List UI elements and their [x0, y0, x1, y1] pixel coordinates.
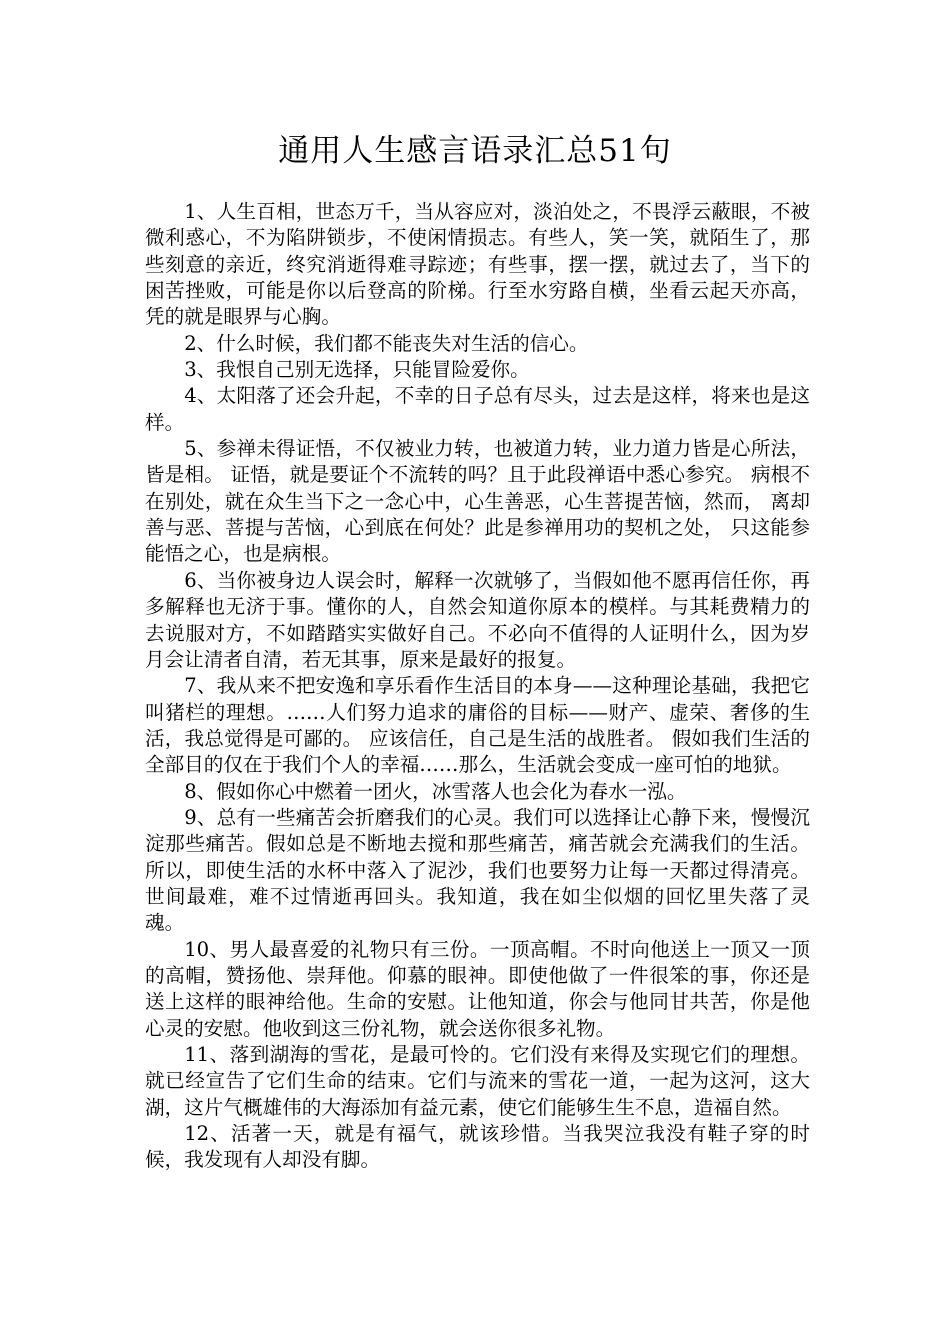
quote-paragraph-1: 1、人生百相，世态万千，当从容应对，淡泊处之，不畏浮云蔽眼，不被微利惑心，不为陷阱锁步，不使闲情损志。有些人，笑一笑，就陌生了，那些刻意的亲近，终究消逝得难寻踪迹；有些事，摆一摆，就过去了，当下的困苦挫败，可能是你以后登高的阶梯。行至水穷路自横，坐看云起天亦高，凭的就是眼界与心胸。	[145, 200, 810, 329]
quote-paragraph-10: 10、男人最喜爱的礼物只有三份。一顶高帽。不时向他送上一顶又一顶的高帽，赞扬他、崇拜他。仰慕的眼神。即使他做了一件很笨的事，你还是送上这样的眼神给他。生命的安慰。让他知道，你会与他同甘共苦，你是他心灵的安慰。他收到这三份礼物，就会送你很多礼物。	[145, 937, 810, 1040]
quote-paragraph-5: 5、参禅未得证悟，不仅被业力转，也被道力转，业力道力皆是心所法，皆是相。 证悟，就是要证个不流转的吗？且于此段禅语中悉心参究。 病根不在别处，就在众生当下之一念心中，心生善恶，心生菩提苦恼，然而， 离却善与恶、菩提与苦恼，心到底在何处？此是参禅用功的契机之处， 只这能参能悟之心，也是病根。	[145, 437, 810, 566]
quote-paragraph-11: 11、落到湖海的雪花，是最可怜的。它们没有来得及实现它们的理想。就已经宣告了它们生命的结束。它们与流来的雪花一道，一起为这河，这大湖，这片气概雄伟的大海添加有益元素，使它们能够生生不息，造福自然。	[145, 1043, 810, 1119]
quote-paragraph-2: 2、什么时候，我们都不能丧失对生活的信心。	[184, 331, 589, 355]
quote-paragraph-8: 8、假如你心中燃着一团火，冰雪落人也会化为春水一泓。	[184, 779, 687, 803]
quote-paragraph-3: 3、我恨自己别无选择，只能冒险爱你。	[184, 358, 530, 382]
quote-paragraph-6: 6、当你被身边人误会时，解释一次就够了，当假如他不愿再信任你，再多解释也无济于事。懂你的人，自然会知道你原本的模样。与其耗费精力的去说服对方，不如踏踏实实做好自己。不必向不值得的人证明什么，因为岁月会让清者自清，若无其事，原来是最好的报复。	[145, 568, 810, 671]
quote-paragraph-12: 12、活著一天，就是有福气，就该珍惜。当我哭泣我没有鞋子穿的时候，我发现有人却没有脚。	[145, 1122, 810, 1172]
document-title: 通用人生感言语录汇总51句	[278, 133, 672, 169]
quote-paragraph-4: 4、太阳落了还会升起，不幸的日子总有尽头，过去是这样，将来也是这样。	[145, 384, 810, 434]
quote-paragraph-7: 7、我从来不把安逸和享乐看作生活目的本身——这种理论基础，我把它叫猪栏的理想。……人们努力追求的庸俗的目标——财产、虚荣、奢侈的生活，我总觉得是可鄙的。 应该信任，自己是生活的战胜者。 假如我们生活的全部目的仅在于我们个人的幸福……那么，生活就会变成一座可怕的地狱。	[145, 674, 810, 777]
quote-paragraph-9: 9、总有一些痛苦会折磨我们的心灵。我们可以选择让心静下来，慢慢沉淀那些痛苦。假如总是不断地去搅和那些痛苦，痛苦就会充满我们的生活。所以，即使生活的水杯中落入了泥沙，我们也要努力让每一天都过得清亮。世间最难，难不过情逝再回头。我知道，我在如尘似烟的回忆里失落了灵魂。	[145, 805, 810, 935]
document-body	[145, 199, 810, 1174]
